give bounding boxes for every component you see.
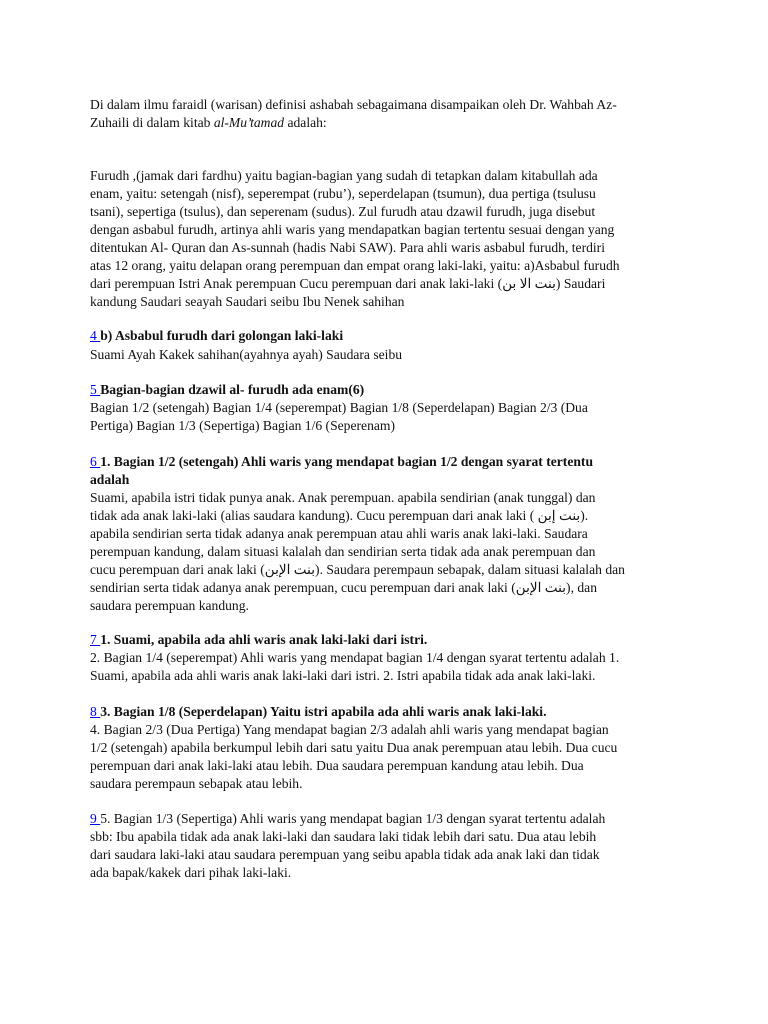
section-heading	[90, 381, 364, 399]
paragraph-line: 1/2 (setengah) apabila berkumpul lebih dari satu yaitu Dua anak perempuan atau lebih. Dua cucu	[90, 740, 618, 755]
section-heading	[90, 631, 427, 649]
paragraph-line: 4. Bagian 2/3 (Dua Pertiga) Yang mendapat bagian 2/3 adalah ahli waris yang mendapat bagian	[90, 722, 609, 737]
paragraph-line: Suami, apabila ada ahli waris anak laki-laki dari istri. 2. Istri apabila tidak ada anak laki-laki.	[90, 668, 596, 683]
paragraph-line: saudara perempuan kandung.	[90, 598, 249, 613]
footnote-link[interactable]: 4	[90, 328, 101, 343]
section-heading	[90, 327, 343, 345]
footnote-link[interactable]: 9	[90, 811, 101, 826]
paragraph-line: cucu perempuan dari anak laki (بنت الإبن). Saudara perempaun sebapak, dalam situasi kalalah dan	[90, 562, 625, 577]
paragraph-line: sbb: Ibu apabila tidak ada anak laki-laki dan saudara laki tidak lebih dari satu. Dua atau lebih	[90, 829, 597, 844]
section-heading-cont	[90, 471, 129, 489]
paragraph-line: perempuan kandung, dalam situasi kalalah dan sendirian serta tidak ada anak perempuan dan	[90, 544, 596, 559]
intro-text-end: adalah:	[284, 115, 327, 130]
paragraph-line: dari perempuan Istri Anak perempuan Cucu perempuan dari anak laki-laki (بنت الا بن) Saudari	[90, 276, 606, 291]
footnote-link[interactable]: 5	[90, 382, 101, 397]
paragraph-line: tsani), sepertiga (tsulus), dan seperenam (sudus). Zul furudh atau dzawil furudh, juga disebut	[90, 204, 596, 219]
paragraph-line: kandung Saudari seayah Saudari seibu Ibu Nenek sahihan	[90, 294, 405, 309]
paragraph-line: dengan asbabul furudh, artinya ahli waris yang mendapatkan bagian tertentu sesuai dengan yang	[90, 222, 615, 237]
heading-text: 1. Bagian 1/2 (setengah) Ahli waris yang mendapat bagian 1/2 dengan syarat tertentu	[100, 454, 594, 469]
paragraph-line: Pertiga) Bagian 1/3 (Sepertiga) Bagian 1/6 (Seperenam)	[90, 418, 396, 433]
paragraph-line: enam, yaitu: setengah (nisf), seperempat (rubu’), seperdelapan (tsumun), dua pertiga (tsulusu	[90, 186, 596, 201]
paragraph-line: dari saudara laki-laki atau saudara perempuan yang seibu apabla tidak ada anak laki dan tidak	[90, 847, 600, 862]
paragraph-line: Bagian 1/2 (setengah) Bagian 1/4 (seperempat) Bagian 1/8 (Seperdelapan) Bagian 2/3 (Dua	[90, 400, 588, 415]
heading-text: adalah	[90, 472, 130, 487]
footnote-link[interactable]: 6	[90, 454, 101, 469]
heading-text: 1. Suami, apabila ada ahli waris anak laki-laki dari istri.	[100, 632, 428, 647]
footnote-link[interactable]: 8	[90, 704, 101, 719]
paragraph-line: perempuan dari anak laki-laki atau lebih. Dua saudara perempuan kandung atau lebih. Dua	[90, 758, 584, 773]
paragraph-line: 2. Bagian 1/4 (seperempat) Ahli waris yang mendapat bagian 1/4 dengan syarat tertentu adalah 1.	[90, 650, 620, 665]
paragraph-line: ditentukan Al- Quran dan As-sunnah (hadis Nabi SAW). Para ahli waris asbabul furudh, terdiri	[90, 240, 605, 255]
heading-text: Bagian-bagian dzawil al- furudh ada enam(6)	[100, 382, 365, 397]
section-first-line	[90, 810, 605, 828]
paragraph-line: tidak ada anak laki-laki (alias saudara kandung). Cucu perempuan dari anak laki ( بنت إبن).	[90, 508, 589, 523]
paragraph-line: Suami, apabila istri tidak punya anak. Anak perempuan. apabila sendirian (anak tunggal) dan	[90, 490, 596, 505]
footnote-link[interactable]: 7	[90, 632, 101, 647]
heading-text: b) Asbabul furudh dari golongan laki-laki	[100, 328, 344, 343]
paragraph-line: atas 12 orang, yaitu delapan orang perempuan dan empat orang laki-laki, yaitu: a)Asbabul furudh	[90, 258, 620, 273]
section-heading	[90, 703, 546, 721]
paragraph-line: Suami Ayah Kakek sahihan(ayahnya ayah) Saudara seibu	[90, 347, 403, 362]
section-heading	[90, 453, 593, 471]
intro-line-1: Di dalam ilmu faraidl (warisan) definisi ashabah sebagaimana disampaikan oleh Dr. Wahbah Az-	[90, 97, 617, 112]
paragraph-line: sendirian serta tidak adanya anak perempuan, cucu perempuan dari anak laki (بنت الإبن), dan	[90, 580, 597, 595]
book-title: al-Mu’tamad	[213, 115, 285, 130]
paragraph-line: apabila sendirian serta tidak adanya anak perempuan atau ahli waris anak laki-laki. Saudara	[90, 526, 588, 541]
paragraph-line: Furudh ,(jamak dari fardhu) yaitu bagian-bagian yang sudah di tetapkan dalam kitabullah ada	[90, 168, 598, 183]
intro-line-2	[90, 114, 327, 132]
paragraph-line: saudara perempaun sebapak atau lebih.	[90, 776, 303, 791]
heading-text: 3. Bagian 1/8 (Seperdelapan) Yaitu istri apabila ada ahli waris anak laki-laki.	[100, 704, 547, 719]
paragraph-line: ada bapak/kakek dari pihak laki-laki.	[90, 865, 292, 880]
intro-text: Zuhaili di dalam kitab	[90, 115, 214, 130]
paragraph-text: 5. Bagian 1/3 (Sepertiga) Ahli waris yang mendapat bagian 1/3 dengan syarat tertentu adalah	[100, 811, 606, 826]
